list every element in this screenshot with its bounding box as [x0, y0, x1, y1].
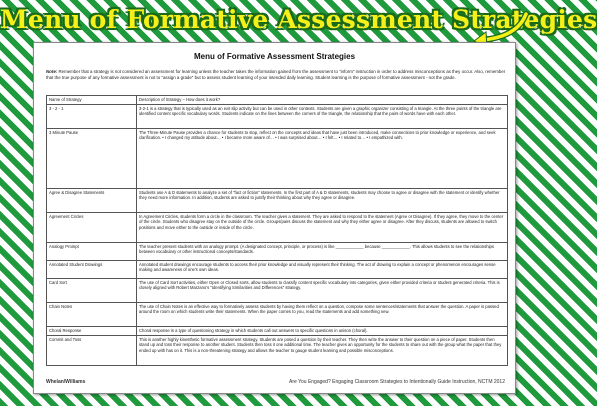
header-description: Description of Strategy – How does it work?	[137, 96, 508, 105]
strategy-description: Choral response is a type of questioning strategy in which students call out answers to specific questions in unison (choral).	[137, 326, 508, 335]
strategy-description: 3-2-1 is a strategy that is typically used as an exit slip activity but can be used in other contexts. Students are given a graphic organizer consisting of a triangle. At the three points of the triangle are identified content specific vocabulary words. Students indicate on the lines between the corners of the triangle, the relationship that the pairs of words have with each other.	[137, 104, 508, 128]
strategy-name: Agreement Circles	[47, 212, 137, 242]
table-row	[47, 104, 508, 128]
table-row	[47, 302, 508, 326]
strategy-name: Card Sort	[47, 278, 137, 302]
strategy-description: This is another highly kinesthetic formative assessment strategy. Students are posed a question by their teacher. They then write the answer to their question on a piece of paper. Students then stand up and toss their response to another student. Students then toss it one additional time. The teacher gives an opportunity for the students to share out with the group what the paper that they ended up with has on it. This is a non-threatening strategy and allows the teacher to gauge student learning and possible misconceptions.	[137, 335, 508, 365]
strategy-description: The Three-Minute Pause provides a chance for students to stop, reflect on the concepts and ideas that have just been introduced, make connections to prior knowledge or experience, and seek clarification. • I changed my attitude about… • I became more aware of… • I was surprised about… • I felt… • I related to… • I empathized with.	[137, 128, 508, 188]
document-title: Menu of Formative Assessment Strategies	[193, 52, 356, 61]
strategy-description: The teacher present students with an analogy prompt. (A designated concept, principle, or process) is like ____________ because ____________. This allows students to see the relationships between vocabulary or other instructional concepts/standards.	[137, 242, 508, 260]
strategy-name: 3 Minute Pause	[47, 128, 137, 188]
strategy-name: Choral Response	[47, 326, 137, 335]
note-text: Remember that a strategy is not considered an assessment for learning unless the teacher takes the information gained from the assessment to "inform" instruction in order to address misconceptions as they occur. Also, remember that the true purpose of any formative assessment is not to "assign a grade" but to assess student learning of your intended daily learning. Student learning is the purpose of formative assessment - not the grade.	[46, 69, 506, 80]
strategy-name: Annotated Student Drawings	[47, 260, 137, 278]
table-row	[47, 326, 508, 335]
table-header-row	[47, 96, 508, 105]
strategy-name: Commit and Toss	[47, 335, 137, 365]
strategy-name: Chain Notes	[47, 302, 137, 326]
document-note	[46, 69, 506, 81]
table-row	[47, 278, 508, 302]
table-row	[47, 242, 508, 260]
strategies-table	[46, 95, 508, 366]
note-label: Note:	[46, 69, 58, 74]
strategy-description: Annotated student drawings encourage students to access their prior knowledge and visually represent their thinking. The act of drawing to explain a concept or phenomenon encourages sense making and awareness of one's own ideas.	[137, 260, 508, 278]
strategy-description: The use of Card Sort activities, either Open or Closed sorts, allow students to classify content specific vocabulary into categories, given either provided criteria or student generated criteria. This is closely aligned with Robert Marzano's "Identifying Similarities and Differences" strategy.	[137, 278, 508, 302]
strategy-name: 3 - 2 - 1	[47, 104, 137, 128]
footer-citation: Are You Engaged? Engaging Classroom Strategies to Intentionally Guide Instruction, NCTM 2012	[289, 379, 505, 385]
table-row	[47, 260, 508, 278]
strategy-name: Agree & Disagree Statements	[47, 188, 137, 212]
strategy-description: In Agreement Circles, students form a circle in the classroom. The teacher gives a statement. They are asked to respond to the statement (Agree or Disagree). If they agree, they move to the center of the circle. Students who disagree stay on the outside of the circle. Groups/pairs discuss the statement and why they either agree or disagree. After they discuss, students are allowed to switch positions and move either to the outside or inside of the circle.	[137, 212, 508, 242]
table-row	[47, 335, 508, 365]
table-row	[47, 212, 508, 242]
table-row	[47, 188, 508, 212]
banner-title: Menu of Formative Assessment Strategies	[0, 5, 597, 34]
strategy-description: The use of Chain Notes is an effective way to formatively assess students by having them reflect on a question, compose some sentences/statements that answer the question. A paper is passed around the room on which students write their statements. When the paper comes to you, read the statements and add something new.	[137, 302, 508, 326]
document-page	[33, 42, 516, 394]
footer-authors: Whelan/Williams	[46, 379, 86, 385]
strategy-description: Students use A & D statements to analyze a set of "fact or fiction" statements. In the first part of A & D statements, students may choose to agree or disagree with the statement or identify whether they need more information. In addition, students are asked to justify their thinking about why they agree or disagree.	[137, 188, 508, 212]
header-name: Name of Strategy	[47, 96, 137, 105]
strategy-name: Analogy Prompt	[47, 242, 137, 260]
table-row	[47, 128, 508, 188]
